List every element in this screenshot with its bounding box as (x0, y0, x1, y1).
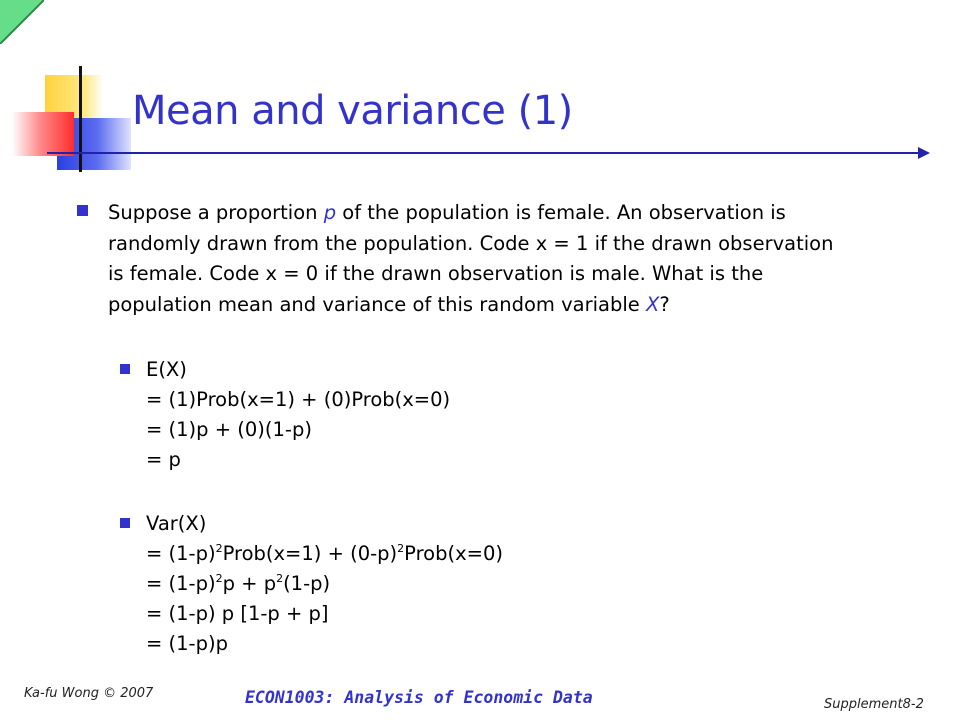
intro-line-4: population mean and variance of this random variable X? (108, 292, 670, 316)
var-line-1: Var(X) (146, 512, 207, 535)
corner-triangle-decoration (0, 0, 44, 44)
title-arrow-head (918, 147, 930, 159)
footer-course-title: ECON1003: Analysis of Economic Data (245, 688, 593, 707)
title-underline (47, 152, 927, 154)
mean-line-1: E(X) (146, 358, 187, 381)
var-line-5: = (1-p)p (146, 632, 228, 655)
variance-derivation (146, 509, 503, 659)
variable-p: p (323, 201, 337, 224)
mean-line-4: = p (146, 448, 181, 471)
var-line-3: = $(1-p)^2p + p^2(1-p)$ (146, 572, 331, 595)
mean-line-3: = (1)p + (0)(1-p) (146, 418, 312, 441)
footer-page-number: Supplement8-2 (824, 697, 924, 712)
mean-derivation (146, 355, 450, 475)
var-line-4: = (1-p) p [1-p + p] (146, 602, 329, 625)
mean-line-2: = (1)Prob(x=1) + (0)Prob(x=0) (146, 388, 451, 411)
intro-line-3: is female. Code x = 0 if the drawn observation is male. What is the (108, 262, 764, 285)
slide-title: Mean and variance (1) (132, 88, 573, 134)
intro-paragraph (108, 198, 908, 320)
bullet-square-icon (77, 205, 88, 216)
red-square-decoration (12, 112, 74, 156)
footer-author: Ka-fu Wong © 2007 (24, 686, 154, 701)
var-line-2: = $(1-p)^2Prob(x=1)$ + $(0-p)^2Prob(x=0)$ (146, 542, 503, 565)
variable-X: X (645, 292, 660, 316)
intro-line-1: Suppose a proportion p of the population is female. An observation is (108, 201, 786, 224)
bullet-square-icon (120, 364, 130, 374)
vertical-line-decoration (79, 66, 82, 172)
bullet-square-icon (120, 518, 130, 528)
intro-line-2: randomly drawn from the population. Code x = 1 if the drawn observation (108, 231, 834, 255)
